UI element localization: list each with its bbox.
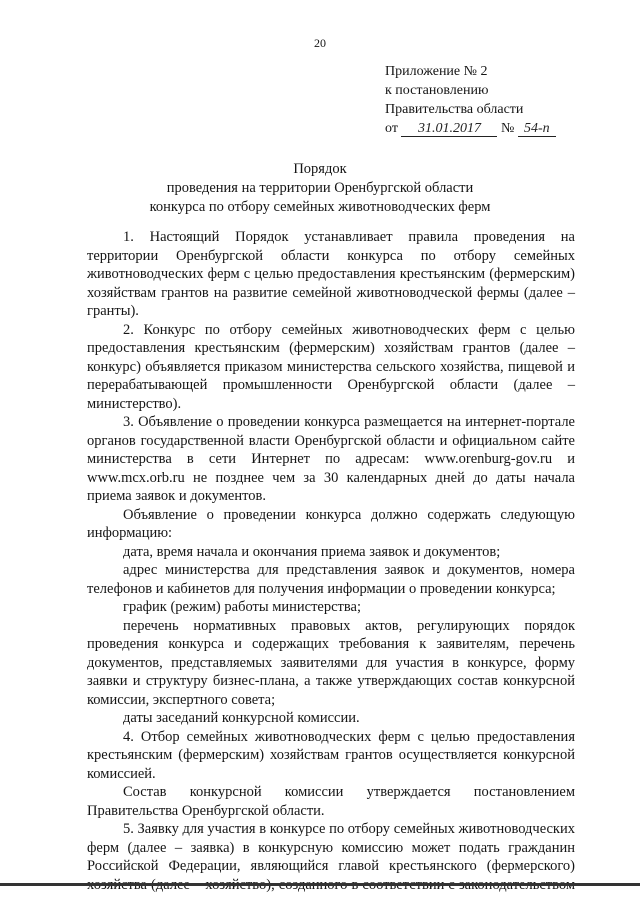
list-item-address: адрес министерства для представления заявок и документов, номера телефонов и кабинетов для получения информации о проведении конкурса; (87, 562, 575, 597)
paragraph-announcement: Объявление о проведении конкурса должно содержать следующую информацию: (87, 506, 575, 541)
list-item-meeting-dates: даты заседаний конкурсной комиссии. (123, 710, 360, 726)
title-line-3: конкурса по отбору семейных животноводческих ферм (149, 199, 491, 215)
paragraph-3: 3. Объявление о проведении конкурса размещается на интернет-портале органов государственной власти Оренбургской области и официальном сайте министерства в сети Интернет по адресам: www.orenburg-gov.ru и www.mcx.orb.ru не позднее чем за 30 календарных дней до даты начала приема заявок и документов. (87, 414, 575, 504)
title-line-1: Порядок (293, 161, 347, 177)
appendix-line-2: к постановлению (385, 83, 489, 98)
document-title (0, 160, 640, 217)
paragraph-commission: Состав конкурсной комиссии утверждается постановлением Правительства Оренбургской области. (87, 784, 575, 819)
bottom-edge-line (0, 883, 640, 886)
paragraph-5: 5. Заявку для участия в конкурсе по отбору семейных животноводческих ферм (далее – заявка) в конкурсную комиссию может подать гражданин Российской Федерации, являющийся главой крестьянского (фермерского) (87, 821, 575, 874)
appendix-date-number-line (385, 119, 556, 138)
appendix-line-1: Приложение № 2 (385, 64, 488, 79)
handwritten-number: 54-п (518, 122, 556, 137)
document-body (87, 228, 575, 894)
title-line-2: проведения на территории Оренбургской области (166, 180, 474, 196)
list-item-legal-acts: перечень нормативных правовых актов, регулирующих порядок проведения конкурса и содержащих требования к заявителям, перечень документов, представляемых заявителями для участия в конкурсе, форму заявки и структуру бизнес-плана, а также утверждающих состав конкурсной комиссии, экспертного совета; (87, 617, 575, 708)
list-item-schedule: график (режим) работы министерства; (123, 599, 362, 615)
from-label: от (385, 121, 398, 136)
number-label: № (500, 121, 515, 136)
page-number: 20 (314, 36, 326, 50)
appendix-block (385, 62, 556, 138)
paragraph-2: 2. Конкурс по отбору семейных животноводческих ферм с целью предоставления крестьянским (фермерским) хозяйствам грантов (далее – конкурс) объявляется приказом министерства сельского хозяйства, пищевой и перерабатывающей промышленности Оренбургской области (далее – министерство). (87, 321, 575, 412)
handwritten-date: 31.01.2017 (401, 122, 497, 137)
paragraph-4: 4. Отбор семейных животноводческих ферм с целью предоставления крестьянским (фермерским) хозяйствам грантов осуществляется конкурсной комиссией. (87, 728, 575, 782)
list-item-dates: дата, время начала и окончания приема заявок и документов; (123, 543, 501, 560)
paragraph-1: 1. Настоящий Порядок устанавливает правила проведения на территории Оренбургской области конкурса по отбору семейных животноводческих ферм с целью предоставления крестьянским (фермерским) хозяйствам грантов на развитие семейной животноводческой фермы (далее – гранты). (87, 229, 575, 319)
appendix-line-3: Правительства области (385, 102, 524, 117)
